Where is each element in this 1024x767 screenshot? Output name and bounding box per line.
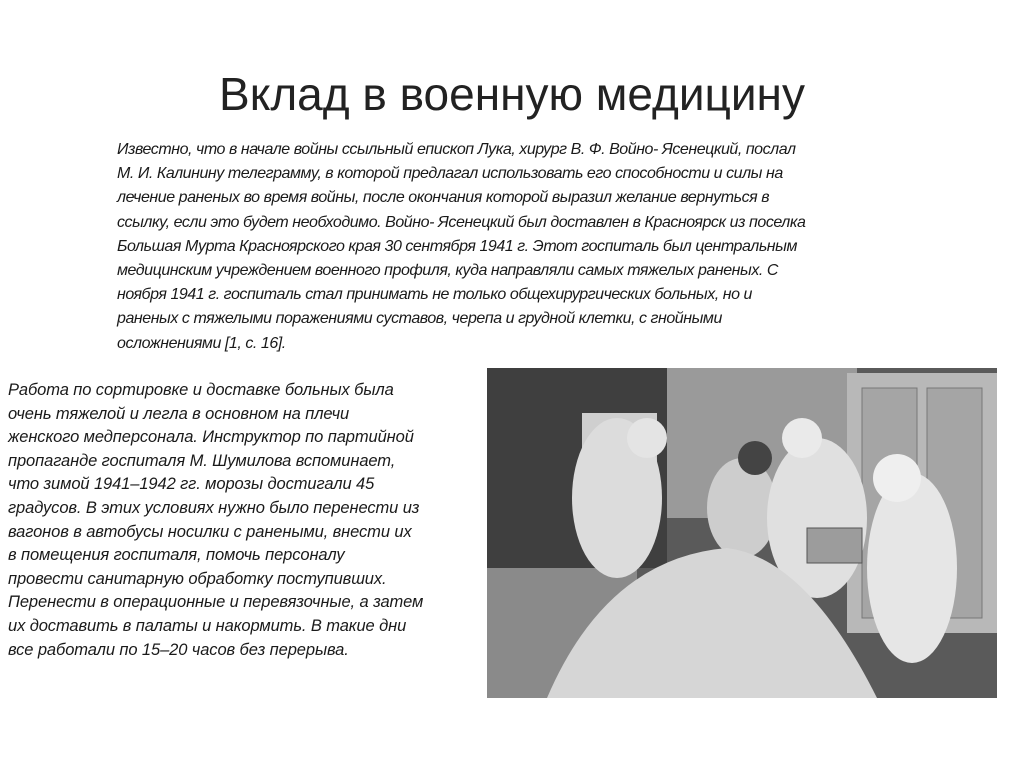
text-line: вагонов в автобусы носилки с ранеными, внести их — [8, 522, 412, 541]
surgery-photo — [487, 368, 997, 698]
text-line: раненых с тяжелыми поражениями суставов, черепа и грудной клетки, с гнойными — [117, 310, 722, 328]
text-line: медицинским учреждением военного профиля, куда направляли самых тяжелых раненых. С — [117, 262, 778, 280]
paragraph-top — [117, 138, 947, 356]
text-line: пропаганде госпиталя М. Шумилова вспоминает, — [8, 451, 396, 470]
slide-title: Вклад в военную медицину — [219, 68, 805, 120]
text-line: их доставить в палаты и накормить. В такие дни — [8, 616, 407, 635]
text-line: все работали по 15–20 часов без перерыва. — [8, 640, 349, 659]
text-line: провести санитарную обработку поступивших. — [8, 569, 387, 588]
text-line: градусов. В этих условиях нужно было перенести из — [8, 498, 420, 517]
paragraph-left — [8, 379, 486, 662]
text-line: осложнениями [1, с. 16]. — [117, 334, 286, 352]
text-line: Работа по сортировке и доставке больных была — [8, 381, 394, 399]
photo-illustration — [487, 368, 997, 698]
text-line: ссылку, если это будет необходимо. Войно- Ясенецкий был доставлен в Красноярск из поселка — [117, 213, 806, 231]
text-line: что зимой 1941–1942 гг. морозы достигали 45 — [8, 475, 375, 494]
text-line: лечение раненых во время войны, после окончания которой выразил желание вернуться в — [117, 189, 770, 207]
text-line: М. И. Калинину телеграмму, в которой предлагал использовать его способности и силы на — [117, 165, 783, 183]
text-line: Большая Мурта Красноярского края 30 сентября 1941 г. Этот госпиталь был центральным — [117, 237, 797, 255]
text-line: ноября 1941 г. госпиталь стал принимать не только общехирургических больных, но и — [117, 286, 752, 304]
text-line: очень тяжелой и легла в основном на плечи — [8, 404, 350, 423]
text-line: женского медперсонала. Инструктор по партийной — [8, 428, 414, 447]
text-line: Перенести в операционные и перевязочные, а затем — [8, 593, 424, 612]
text-line: в помещения госпиталя, помочь персоналу — [8, 546, 345, 565]
text-line: Известно, что в начале войны ссыльный епископ Лука, хирург В. Ф. Войно- Ясенецкий, послал — [117, 141, 796, 158]
